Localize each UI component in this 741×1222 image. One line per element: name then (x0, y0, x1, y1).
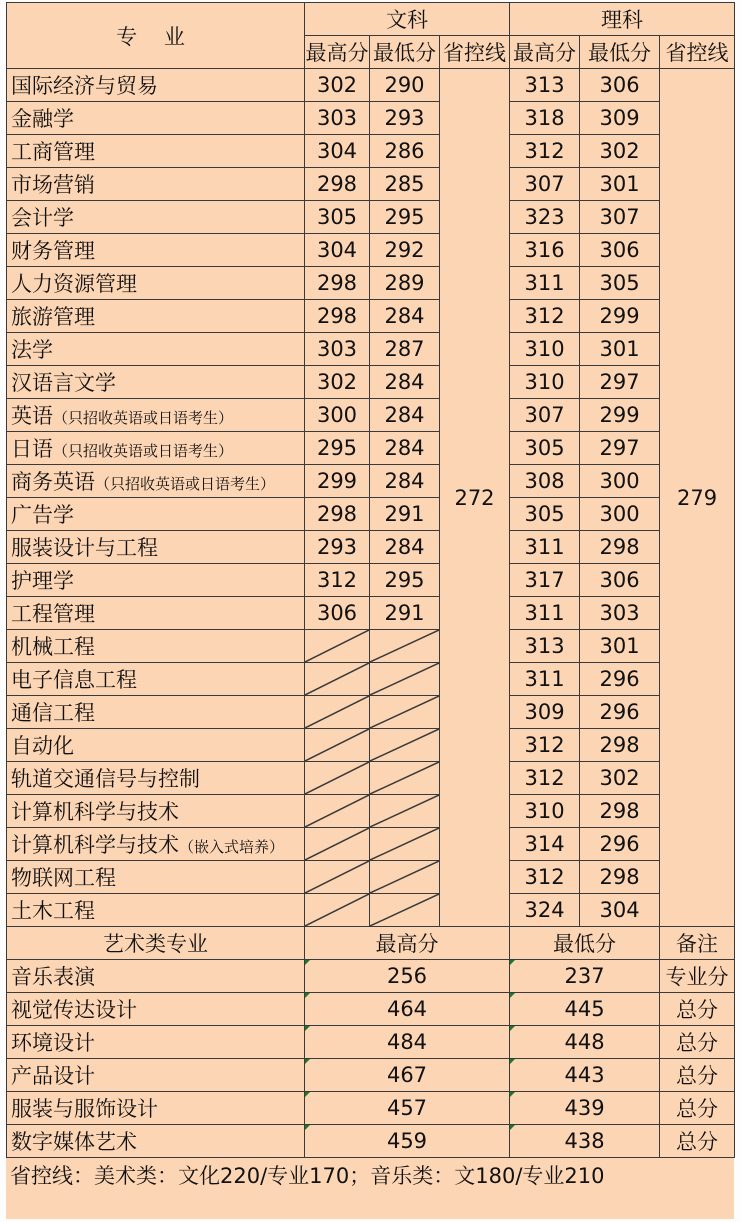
major-name: 物联网工程 (11, 866, 116, 890)
art-remark-cell: 专业分 (660, 960, 735, 993)
error-marker-icon (510, 1092, 515, 1097)
sci-max-cell: 305 (510, 432, 580, 465)
major-name-cell (7, 597, 305, 630)
major-name: 法学 (11, 338, 53, 362)
major-name: 广告学 (11, 503, 74, 527)
major-name-cell (7, 399, 305, 432)
art-min-value: 438 (564, 1129, 605, 1153)
no-data-slash (370, 861, 439, 893)
major-note: （只招收英语或日语考生） (95, 475, 276, 493)
error-marker-icon (305, 1059, 310, 1064)
art-max-value: 484 (386, 1030, 428, 1054)
error-marker-icon (305, 1026, 310, 1031)
sci-max-cell: 310 (510, 366, 580, 399)
no-data-slash (370, 729, 439, 761)
major-name-cell (7, 102, 305, 135)
science-control-line: 279 (660, 69, 735, 927)
arts-min-empty-cell (370, 828, 440, 861)
arts-max-cell: 304 (305, 234, 370, 267)
major-name-cell (7, 630, 305, 663)
sci-min-cell: 301 (580, 333, 660, 366)
no-data-slash (305, 630, 369, 662)
art-remark-cell: 总分 (660, 993, 735, 1026)
sci-min-cell: 299 (580, 399, 660, 432)
arts-max-cell: 302 (305, 366, 370, 399)
sci-min-cell: 297 (580, 432, 660, 465)
sci-max-cell: 312 (510, 300, 580, 333)
art-min-cell (510, 1092, 660, 1125)
no-data-slash (370, 696, 439, 728)
arts-min-empty-cell (370, 663, 440, 696)
art-remark-cell: 总分 (660, 1125, 735, 1158)
arts-max-empty-cell (305, 795, 370, 828)
art-max-cell (305, 1059, 510, 1092)
no-data-slash (305, 828, 369, 860)
header-row-1 (7, 3, 735, 36)
arts-min-empty-cell (370, 762, 440, 795)
arts-max-cell: 298 (305, 168, 370, 201)
art-min-value: 443 (564, 1063, 605, 1087)
art-major-name: 环境设计 (7, 1026, 305, 1059)
major-name: 工程管理 (11, 602, 95, 626)
art-min-value: 237 (564, 964, 605, 988)
arts-max-cell: 298 (305, 267, 370, 300)
sci-max-cell: 313 (510, 69, 580, 102)
arts-min-cell: 290 (370, 69, 440, 102)
art-max-cell (305, 1125, 510, 1158)
major-row (7, 498, 735, 531)
sci-max-cell: 308 (510, 465, 580, 498)
sci-max-cell: 324 (510, 894, 580, 927)
major-name-cell (7, 564, 305, 597)
major-name-cell (7, 795, 305, 828)
sci-max-cell: 318 (510, 102, 580, 135)
major-row (7, 234, 735, 267)
arts-max-empty-cell (305, 696, 370, 729)
major-row (7, 432, 735, 465)
major-row (7, 531, 735, 564)
arts-min-cell: 284 (370, 432, 440, 465)
art-min-cell (510, 960, 660, 993)
major-row (7, 399, 735, 432)
sci-min-cell: 303 (580, 597, 660, 630)
error-marker-icon (305, 1092, 310, 1097)
arts-max-header: 最高分 (305, 36, 370, 69)
art-min-header: 最低分 (510, 927, 660, 960)
art-remark-cell: 总分 (660, 1092, 735, 1125)
major-name-cell (7, 696, 305, 729)
major-name: 英语 (11, 404, 53, 428)
major-header: 专 业 (7, 3, 305, 69)
arts-max-cell: 295 (305, 432, 370, 465)
no-data-slash (370, 894, 439, 926)
arts-min-cell: 295 (370, 201, 440, 234)
major-name: 自动化 (11, 734, 74, 758)
art-major-row (7, 993, 735, 1026)
arts-min-cell: 285 (370, 168, 440, 201)
art-major-row (7, 1125, 735, 1158)
arts-min-empty-cell (370, 729, 440, 762)
major-name-cell (7, 663, 305, 696)
art-remark-cell: 总分 (660, 1059, 735, 1092)
art-major-row (7, 1026, 735, 1059)
no-data-slash (370, 663, 439, 695)
art-max-value: 459 (386, 1129, 428, 1153)
sci-max-cell: 312 (510, 135, 580, 168)
sci-min-cell: 301 (580, 630, 660, 663)
arts-header: 文科 (305, 3, 510, 36)
arts-max-empty-cell (305, 861, 370, 894)
major-row (7, 729, 735, 762)
error-marker-icon (305, 1125, 310, 1130)
arts-min-header: 最低分 (370, 36, 440, 69)
error-marker-icon (510, 993, 515, 998)
major-row (7, 267, 735, 300)
art-major-row (7, 1059, 735, 1092)
error-marker-icon (510, 1059, 515, 1064)
error-marker-icon (510, 960, 515, 965)
major-name-cell (7, 465, 305, 498)
arts-min-cell: 293 (370, 102, 440, 135)
sci-max-cell: 307 (510, 168, 580, 201)
major-row (7, 894, 735, 927)
major-row (7, 168, 735, 201)
major-row (7, 465, 735, 498)
sci-max-cell: 323 (510, 201, 580, 234)
arts-max-empty-cell (305, 828, 370, 861)
major-row (7, 828, 735, 861)
sci-min-cell: 309 (580, 102, 660, 135)
art-max-cell (305, 1092, 510, 1125)
no-data-slash (305, 762, 369, 794)
arts-max-empty-cell (305, 762, 370, 795)
arts-min-cell: 289 (370, 267, 440, 300)
error-marker-icon (510, 1125, 515, 1130)
art-min-cell (510, 1059, 660, 1092)
major-name: 护理学 (11, 569, 74, 593)
arts-min-cell: 284 (370, 399, 440, 432)
art-major-name: 产品设计 (7, 1059, 305, 1092)
major-name-cell (7, 861, 305, 894)
admission-score-sheet (6, 2, 734, 1219)
sci-min-cell: 296 (580, 696, 660, 729)
major-name: 工商管理 (11, 140, 95, 164)
sci-min-cell: 296 (580, 663, 660, 696)
sci-max-cell: 316 (510, 234, 580, 267)
arts-max-cell: 302 (305, 69, 370, 102)
major-name-cell (7, 729, 305, 762)
score-table-body (7, 3, 735, 1158)
arts-max-cell: 300 (305, 399, 370, 432)
no-data-slash (370, 828, 439, 860)
major-row (7, 102, 735, 135)
art-max-cell (305, 1026, 510, 1059)
no-data-slash (370, 762, 439, 794)
sci-min-cell: 298 (580, 795, 660, 828)
sci-min-cell: 298 (580, 531, 660, 564)
sci-min-cell: 302 (580, 135, 660, 168)
sci-max-cell: 312 (510, 861, 580, 894)
major-name-cell (7, 531, 305, 564)
major-name-cell (7, 201, 305, 234)
art-max-cell (305, 960, 510, 993)
major-note: （只招收英语或日语考生） (53, 442, 234, 460)
major-row (7, 333, 735, 366)
sci-max-cell: 305 (510, 498, 580, 531)
major-name: 日语 (11, 437, 53, 461)
major-name: 国际经济与贸易 (11, 74, 158, 98)
arts-min-cell: 284 (370, 300, 440, 333)
arts-min-cell: 295 (370, 564, 440, 597)
major-name-cell (7, 498, 305, 531)
sci-min-cell: 304 (580, 894, 660, 927)
no-data-slash (305, 729, 369, 761)
major-name: 轨道交通信号与控制 (11, 767, 200, 791)
arts-min-cell: 284 (370, 531, 440, 564)
major-row (7, 135, 735, 168)
major-name: 机械工程 (11, 635, 95, 659)
art-max-cell (305, 993, 510, 1026)
art-header-row (7, 927, 735, 960)
arts-min-empty-cell (370, 861, 440, 894)
major-row (7, 630, 735, 663)
major-row (7, 696, 735, 729)
art-min-cell (510, 1125, 660, 1158)
arts-min-empty-cell (370, 894, 440, 927)
error-marker-icon (305, 960, 310, 965)
arts-min-cell: 284 (370, 366, 440, 399)
major-name-cell (7, 828, 305, 861)
no-data-slash (305, 696, 369, 728)
score-table (6, 2, 735, 1158)
art-max-value: 256 (386, 964, 428, 988)
major-name-cell (7, 69, 305, 102)
arts-min-empty-cell (370, 630, 440, 663)
sci-max-cell: 311 (510, 597, 580, 630)
major-name-cell (7, 333, 305, 366)
major-name-cell (7, 300, 305, 333)
arts-min-cell: 292 (370, 234, 440, 267)
sci-max-cell: 317 (510, 564, 580, 597)
sci-max-cell: 310 (510, 795, 580, 828)
major-row (7, 69, 735, 102)
art-min-cell (510, 1026, 660, 1059)
art-major-header: 艺术类专业 (7, 927, 305, 960)
sci-max-cell: 312 (510, 762, 580, 795)
major-name: 财务管理 (11, 239, 95, 263)
major-name-cell (7, 432, 305, 465)
art-major-row (7, 960, 735, 993)
major-row (7, 861, 735, 894)
no-data-slash (370, 795, 439, 827)
arts-max-cell: 303 (305, 102, 370, 135)
no-data-slash (305, 795, 369, 827)
major-note: （嵌入式培养） (179, 838, 285, 856)
art-min-cell (510, 993, 660, 1026)
art-min-value: 445 (564, 997, 605, 1021)
major-name: 商务英语 (11, 470, 95, 494)
sci-min-cell: 299 (580, 300, 660, 333)
major-note: （只招收英语或日语考生） (53, 409, 234, 427)
art-max-header: 最高分 (305, 927, 510, 960)
art-major-name: 视觉传达设计 (7, 993, 305, 1026)
sci-min-cell: 298 (580, 729, 660, 762)
arts-max-cell: 298 (305, 498, 370, 531)
error-marker-icon (305, 993, 310, 998)
science-min-header: 最低分 (580, 36, 660, 69)
major-row (7, 762, 735, 795)
arts-control-line: 272 (440, 69, 510, 927)
science-header: 理科 (510, 3, 735, 36)
major-name: 旅游管理 (11, 305, 95, 329)
control-line-footnote: 省控线：美术类：文化220/专业170；音乐类：文180/专业210 (10, 1164, 605, 1188)
arts-max-cell: 299 (305, 465, 370, 498)
sci-min-cell: 306 (580, 234, 660, 267)
sci-min-cell: 302 (580, 762, 660, 795)
major-row (7, 564, 735, 597)
major-row (7, 597, 735, 630)
arts-max-empty-cell (305, 663, 370, 696)
sci-max-cell: 309 (510, 696, 580, 729)
no-data-slash (370, 630, 439, 662)
major-name-cell (7, 168, 305, 201)
major-name: 汉语言文学 (11, 371, 116, 395)
arts-control-header: 省控线 (440, 36, 510, 69)
arts-max-empty-cell (305, 630, 370, 663)
arts-max-empty-cell (305, 729, 370, 762)
arts-max-cell: 298 (305, 300, 370, 333)
sci-max-cell: 314 (510, 828, 580, 861)
art-remark-cell: 总分 (660, 1026, 735, 1059)
arts-min-cell: 291 (370, 498, 440, 531)
art-max-value: 467 (386, 1063, 428, 1087)
major-name: 通信工程 (11, 701, 95, 725)
no-data-slash (305, 663, 369, 695)
art-remark-header: 备注 (660, 927, 735, 960)
sci-min-cell: 307 (580, 201, 660, 234)
error-marker-icon (510, 1026, 515, 1031)
art-major-name: 数字媒体艺术 (7, 1125, 305, 1158)
major-name: 计算机科学与技术 (11, 800, 179, 824)
arts-max-cell: 305 (305, 201, 370, 234)
arts-max-cell: 293 (305, 531, 370, 564)
sci-max-cell: 313 (510, 630, 580, 663)
arts-max-empty-cell (305, 894, 370, 927)
arts-min-empty-cell (370, 696, 440, 729)
major-name-cell (7, 234, 305, 267)
sci-min-cell: 297 (580, 366, 660, 399)
major-row (7, 795, 735, 828)
arts-min-cell: 286 (370, 135, 440, 168)
art-max-value: 457 (386, 1096, 428, 1120)
sci-max-cell: 311 (510, 663, 580, 696)
art-max-value: 464 (386, 997, 428, 1021)
major-name-cell (7, 762, 305, 795)
art-min-value: 448 (564, 1030, 605, 1054)
major-name: 金融学 (11, 107, 74, 131)
no-data-slash (305, 861, 369, 893)
sci-min-cell: 296 (580, 828, 660, 861)
arts-min-cell: 287 (370, 333, 440, 366)
sci-min-cell: 306 (580, 69, 660, 102)
arts-min-cell: 284 (370, 465, 440, 498)
sci-min-cell: 301 (580, 168, 660, 201)
art-major-row (7, 1092, 735, 1125)
sci-max-cell: 307 (510, 399, 580, 432)
major-row (7, 201, 735, 234)
sci-min-cell: 305 (580, 267, 660, 300)
major-row (7, 300, 735, 333)
sci-min-cell: 300 (580, 498, 660, 531)
sci-min-cell: 298 (580, 861, 660, 894)
sci-max-cell: 310 (510, 333, 580, 366)
major-name: 计算机科学与技术 (11, 833, 179, 857)
sci-min-cell: 300 (580, 465, 660, 498)
arts-max-cell: 303 (305, 333, 370, 366)
arts-max-cell: 312 (305, 564, 370, 597)
major-name: 服装设计与工程 (11, 536, 158, 560)
arts-max-cell: 304 (305, 135, 370, 168)
arts-min-cell: 291 (370, 597, 440, 630)
major-name-cell (7, 894, 305, 927)
major-name: 会计学 (11, 206, 74, 230)
arts-min-empty-cell (370, 795, 440, 828)
major-name: 市场营销 (11, 173, 95, 197)
major-name-cell (7, 267, 305, 300)
major-name: 人力资源管理 (11, 272, 137, 296)
art-major-name: 音乐表演 (7, 960, 305, 993)
arts-max-cell: 306 (305, 597, 370, 630)
sci-min-cell: 306 (580, 564, 660, 597)
major-name: 电子信息工程 (11, 668, 137, 692)
major-name-cell (7, 366, 305, 399)
sci-max-cell: 312 (510, 729, 580, 762)
sci-max-cell: 311 (510, 267, 580, 300)
science-control-header: 省控线 (660, 36, 735, 69)
science-max-header: 最高分 (510, 36, 580, 69)
art-major-name: 服装与服饰设计 (7, 1092, 305, 1125)
art-min-value: 439 (564, 1096, 605, 1120)
sci-max-cell: 311 (510, 531, 580, 564)
major-name-cell (7, 135, 305, 168)
major-name: 土木工程 (11, 899, 95, 923)
major-row (7, 366, 735, 399)
no-data-slash (305, 894, 369, 926)
major-row (7, 663, 735, 696)
